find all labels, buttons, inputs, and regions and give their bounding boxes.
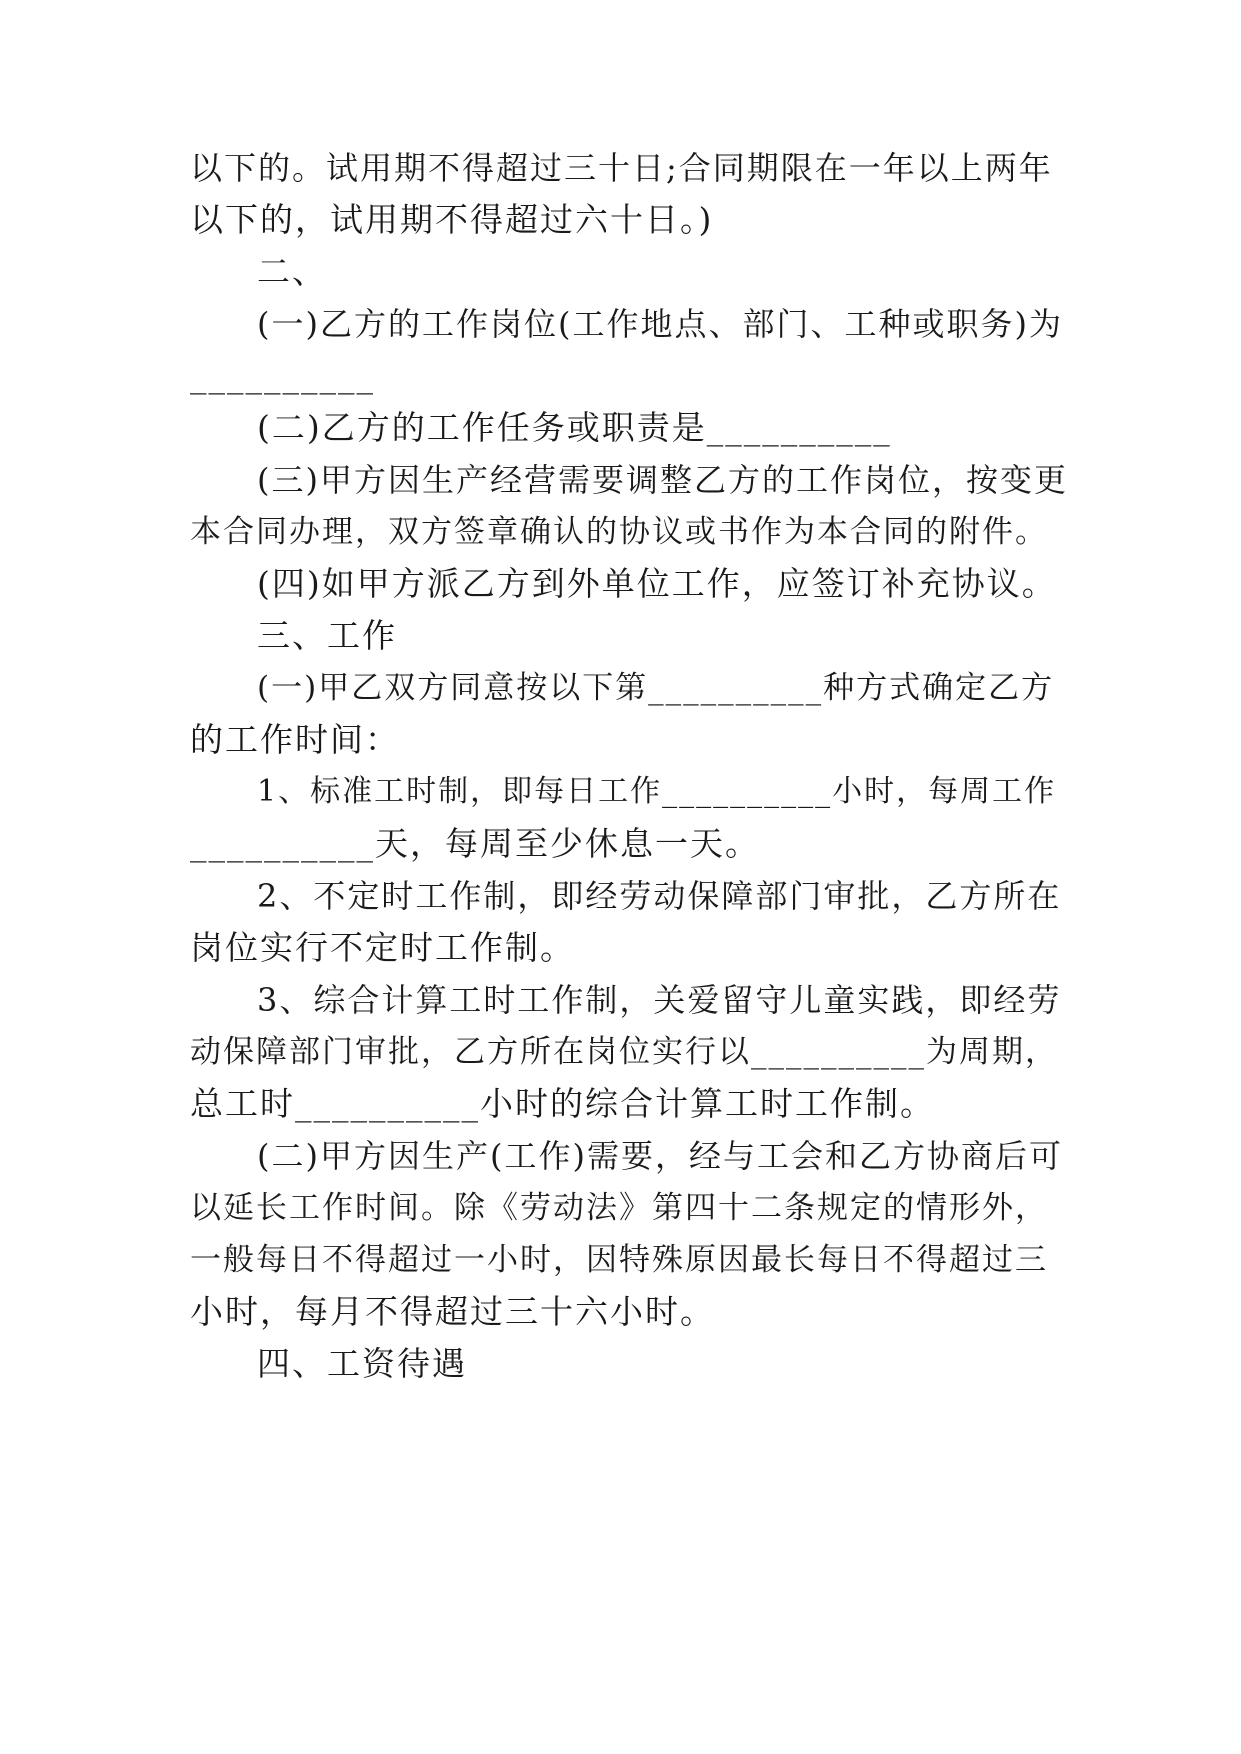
section-heading: 二、 xyxy=(257,252,327,291)
text-line: 总工时__________小时的综合计算工时工作制。 xyxy=(190,1084,935,1123)
text-line: 以延长工作时间。除《劳动法》第四十二条规定的情形外， xyxy=(190,1190,1048,1226)
section-heading: 三、工作 xyxy=(257,616,397,655)
text-line: 岗位实行不定时工作制。 xyxy=(190,928,575,967)
text-line: 1、标准工时制，即每日工作__________小时，每周工作 xyxy=(257,774,1057,809)
text-line: 3、综合计算工时工作制，关爱留守儿童实践，即经劳 xyxy=(257,981,1062,1019)
text-line: 以下的。试用期不得超过三十日;合同期限在一年以上两年 xyxy=(190,149,1053,187)
text-line: 小时，每月不得超过三十六小时。 xyxy=(190,1292,715,1331)
text-line: (一)乙方的工作岗位(工作地点、部门、工种或职务)为 xyxy=(257,305,1063,343)
fill-blank-line: __________ xyxy=(190,356,375,395)
text-line: (二)乙方的工作任务或职责是__________ xyxy=(257,408,892,447)
text-line: 本合同办理，双方签章确认的协议或书作为本合同的附件。 xyxy=(190,514,1048,550)
text-line: 一般每日不得超过一小时，因特殊原因最长每日不得超过三 xyxy=(190,1242,1048,1278)
text-line: 的工作时间： xyxy=(190,720,400,759)
text-line: (三)甲方因生产经营需要调整乙方的工作岗位，按变更 xyxy=(257,461,1068,499)
text-line: (四)如甲方派乙方到外单位工作，应签订补充协议。 xyxy=(257,564,1057,603)
text-line: (一)甲乙双方同意按以下第__________种方式确定乙方 xyxy=(257,670,1055,706)
section-heading: 四、工资待遇 xyxy=(257,1344,467,1383)
text-line: 动保障部门审批，乙方所在岗位实行以__________为周期， xyxy=(190,1034,1058,1070)
text-line: (二)甲方因生产(工作)需要，经与工会和乙方协商后可 xyxy=(257,1137,1063,1175)
text-line: __________天，每周至少休息一天。 xyxy=(190,824,760,863)
text-line: 2、不定时工作制，即经劳动保障部门审批，乙方所在 xyxy=(257,877,1062,915)
text-line: 以下的，试用期不得超过六十日。) xyxy=(190,200,714,239)
